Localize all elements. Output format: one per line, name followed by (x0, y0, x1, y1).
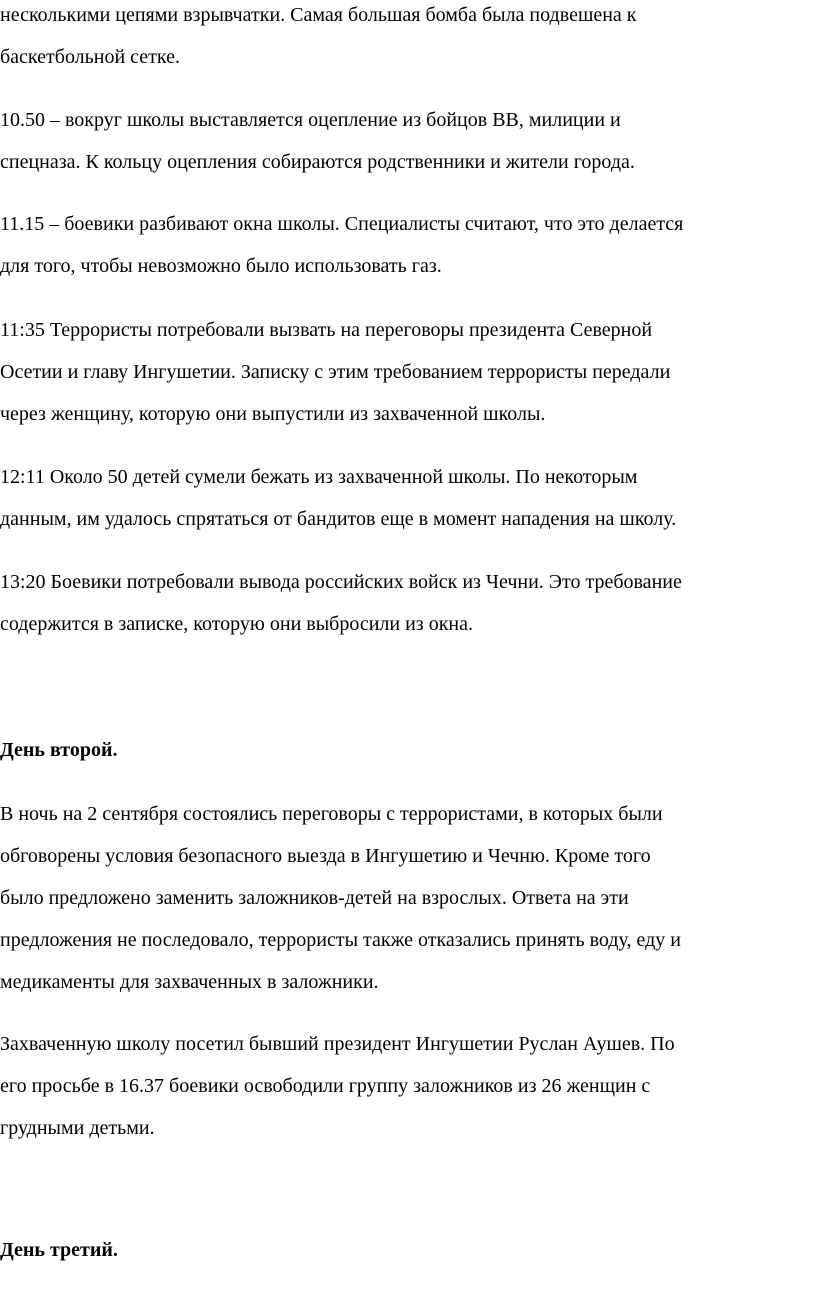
text-line: грудными детьми. (0, 1117, 155, 1139)
text-line: 11.15 – боевики разбивают окна школы. Специалисты считают, что это делается (0, 213, 684, 235)
paragraph-1135 (0, 309, 812, 435)
text-line: В ночь на 2 сентября состоялись переговоры с террористами, в которых были (0, 803, 663, 825)
text-line: было предложено заменить заложников-детей на взрослых. Ответа на эти (0, 887, 629, 909)
text-line: Захваченную школу посетил бывший президент Ингушетии Руслан Аушев. По (0, 1033, 675, 1055)
text-line: несколькими цепями взрывчатки. Самая большая бомба была подвешена к (0, 4, 637, 26)
paragraph-1211 (0, 456, 812, 540)
text-line: его просьбе в 16.37 боевики освободили группу заложников из 26 женщин с (0, 1075, 651, 1097)
paragraph-1115 (0, 203, 812, 287)
text-line: 12:11 Около 50 детей сумели бежать из захваченной школы. По некоторым (0, 466, 638, 488)
paragraph-aushev (0, 1023, 812, 1149)
paragraph-1050 (0, 99, 812, 183)
text-line: 10.50 – вокруг школы выставляется оцепление из бойцов ВВ, милиции и (0, 109, 621, 131)
paragraph-intro (0, 0, 812, 78)
text-line: предложения не последовало, террористы также отказались принять воду, еду и (0, 929, 682, 951)
heading-day-two: День второй. (0, 739, 118, 761)
paragraph-night (0, 793, 812, 1003)
text-line: через женщину, которую они выпустили из захваченной школы. (0, 403, 546, 425)
text-line: содержится в записке, которую они выбросили из окна. (0, 613, 473, 635)
text-line: 13:20 Боевики потребовали вывода российских войск из Чечни. Это требование (0, 571, 682, 593)
text-line: баскетбольной сетке. (0, 46, 181, 68)
text-line: Осетии и главу Ингушетии. Записку с этим требованием террористы передали (0, 361, 671, 383)
paragraph-1320 (0, 561, 812, 645)
text-line: спецназа. К кольцу оцепления собираются родственники и жители города. (0, 151, 635, 173)
text-line: данным, им удалось спрятаться от бандитов еще в момент нападения на школу. (0, 508, 677, 530)
text-line: медикаменты для захваченных в заложники. (0, 971, 379, 993)
text-line: обговорены условия безопасного выезда в Ингушетию и Чечню. Кроме того (0, 845, 651, 867)
text-line: для того, чтобы невозможно было использовать газ. (0, 255, 442, 277)
heading-day-three: День третий. (0, 1239, 118, 1261)
text-line: 11:35 Террористы потребовали вызвать на переговоры президента Северной (0, 319, 653, 341)
